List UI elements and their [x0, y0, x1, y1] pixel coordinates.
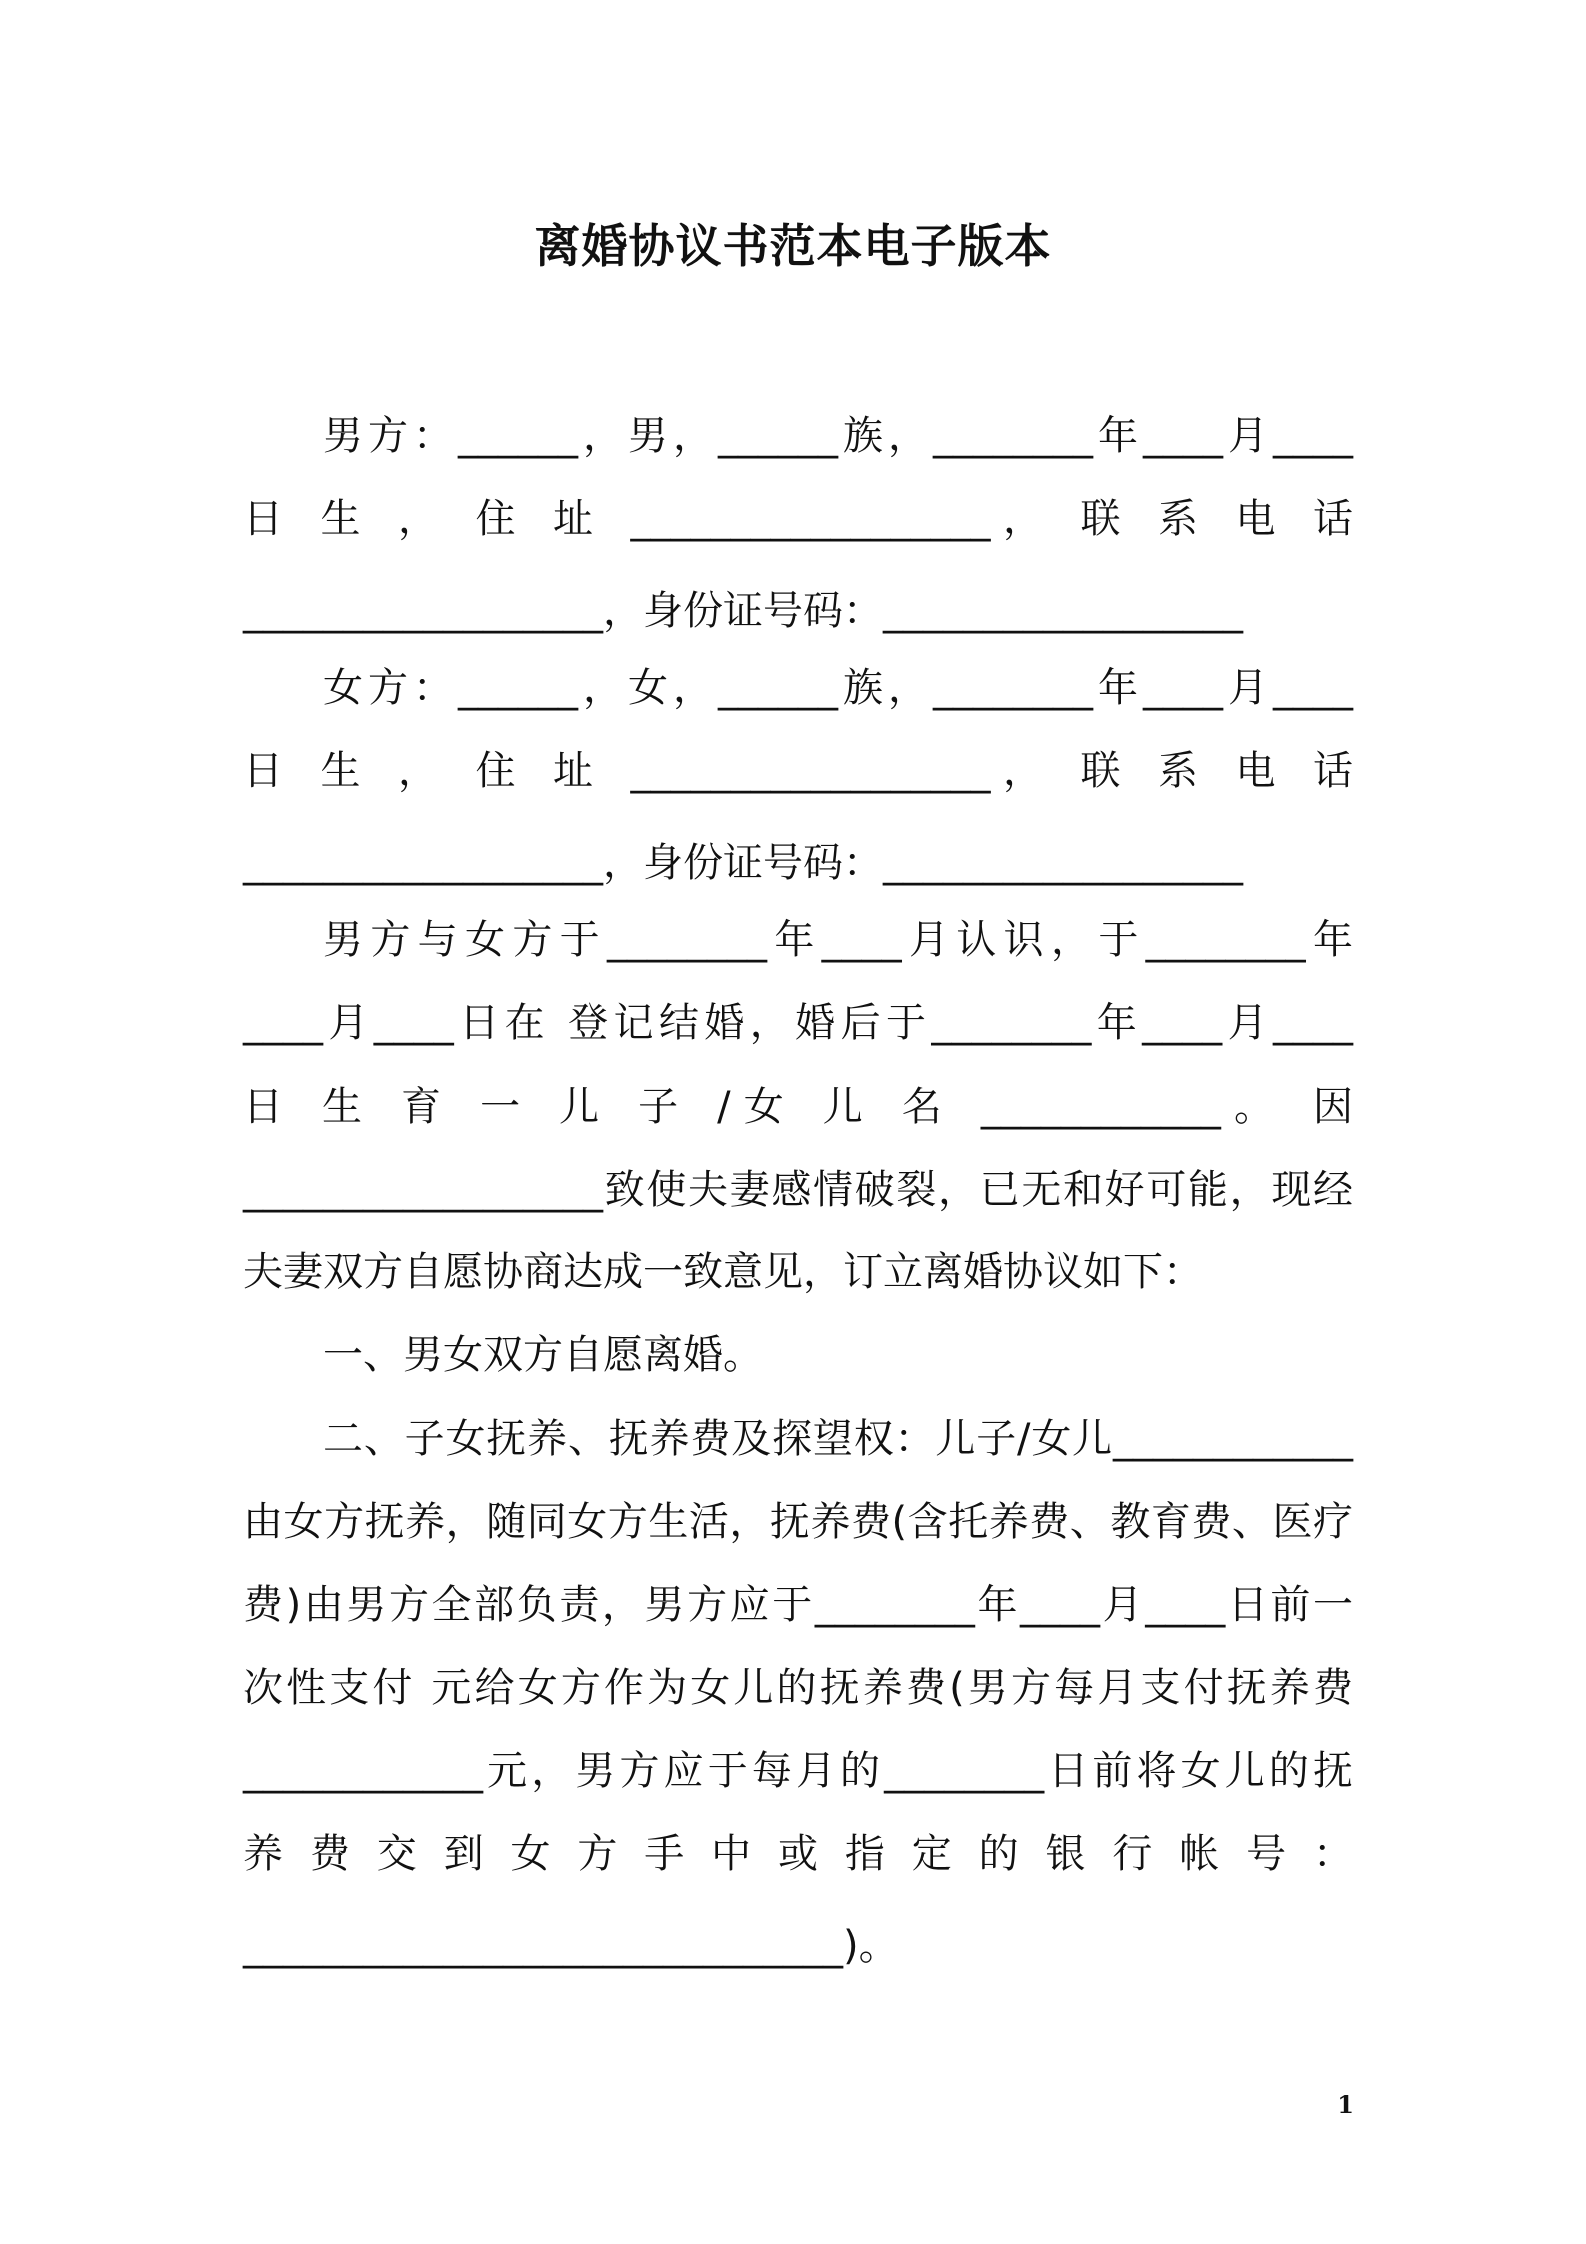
clause-1: 一、男女双方自愿离婚。 [323, 1332, 763, 1378]
paragraph-line: __________________致使夫妻感情破裂，已无和好可能，现经 [243, 1167, 1353, 1213]
paragraph-line: 夫妻双方自愿协商达成一致意见，订立离婚协议如下： [243, 1249, 1203, 1295]
paragraph-line: 男方与女方于________年____月认识，于________年 [323, 917, 1353, 963]
clause-2-line: 二、子女抚养、抚养费及探望权：儿子/女儿____________ [323, 1416, 1353, 1462]
paragraph-line: ____月____日在 登记结婚，婚后于________年____月____ [243, 1000, 1353, 1046]
paragraph-line: 日 生 ， 住 址 __________________， 联 系 电 话 [243, 748, 1353, 794]
paragraph-line: 次性支付 元给女方作为女儿的抚养费(男方每月支付抚养费 [243, 1665, 1353, 1711]
paragraph-line: 养 费 交 到 女 方 手 中 或 指 定 的 银 行 帐 号 ： [243, 1831, 1353, 1877]
paragraph-line: ______________________________)。 [243, 1923, 899, 1969]
paragraph-line: __________________，身份证号码：__________________ [243, 588, 1243, 634]
paragraph-line: 日 生 ， 住 址 __________________， 联 系 电 话 [243, 496, 1353, 542]
paragraph-line: 由女方抚养，随同女方生活，抚养费(含托养费、教育费、医疗 [243, 1499, 1353, 1545]
paragraph-line: 费)由男方全部负责，男方应于________年____月____日前一 [243, 1582, 1353, 1628]
document-title: 离婚协议书范本电子版本 [534, 219, 1052, 273]
paragraph-line: ____________元，男方应于每月的________日前将女儿的抚 [243, 1748, 1353, 1794]
page-number: 1 [1337, 2090, 1354, 2119]
paragraph-line: 日 生 育 一 儿 子 /女 儿 名 ____________。 因 [243, 1084, 1353, 1130]
paragraph-line: __________________，身份证号码：__________________ [243, 840, 1243, 886]
paragraph-line: 女方：______，女，______族，________年____月____ [323, 665, 1353, 711]
paragraph-line: 男方：______，男，______族，________年____月____ [323, 413, 1353, 459]
